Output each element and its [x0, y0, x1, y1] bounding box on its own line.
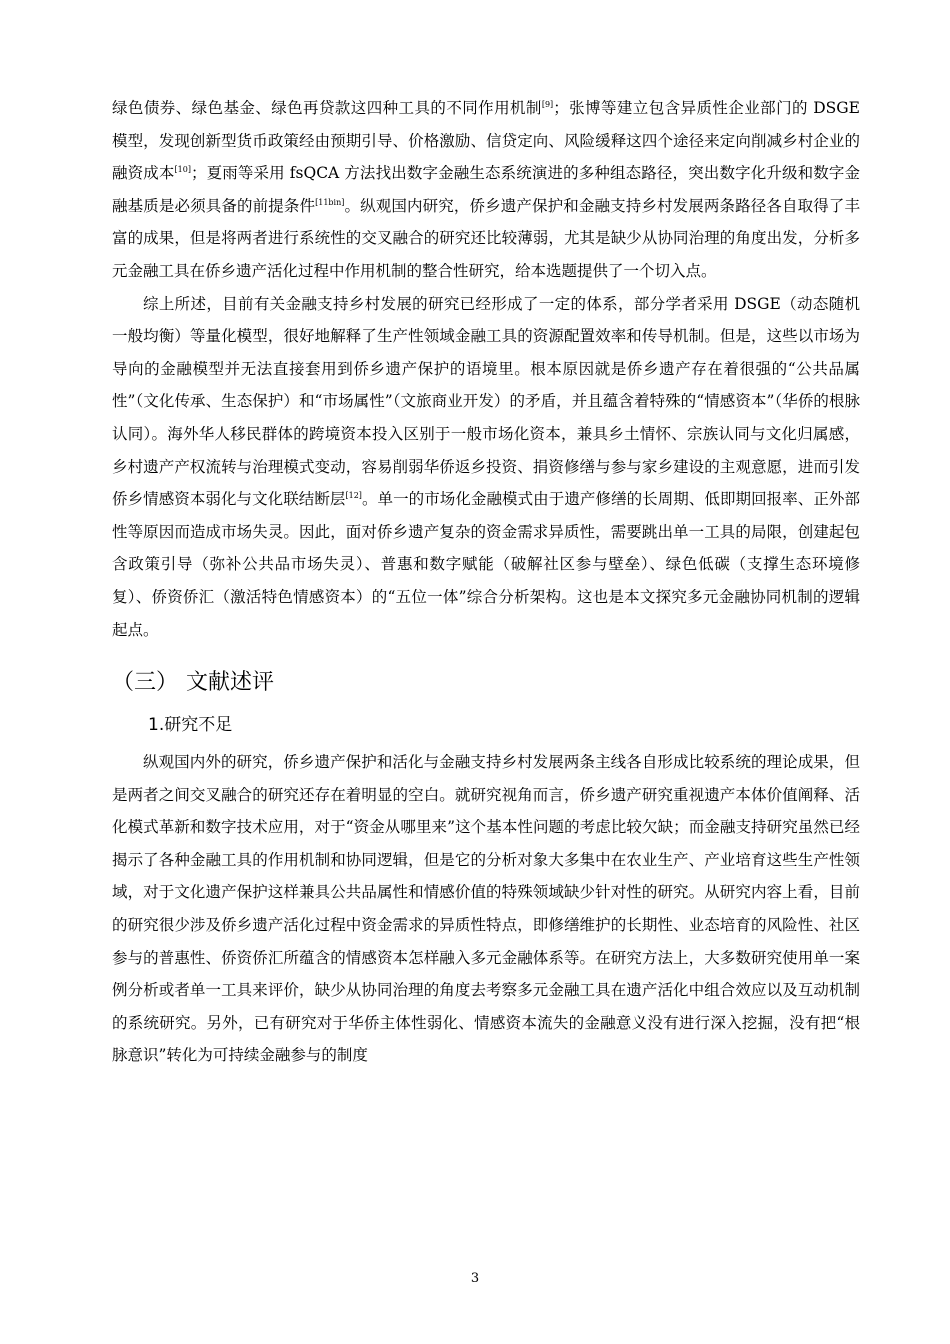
section-number: （三） [112, 670, 179, 696]
paragraph-text: 。单一的市场化金融模式由于遗产修缮的长周期、低即期回报率、正外部性等原因而造成市场失灵。因此，面对侨乡遗产复杂的资金需求异质性，需要跳出单一工具的局限，创建起包含政策引导（弥补公共品市场失灵）、普惠和数字赋能（破解社区参与壁垒）、绿色低碳（支撑生态环境修复）、侨资侨汇（激活特色情感资本）的“五位一体”综合分析架构。这也是本文探究多元金融协同机制的逻辑起点。 [112, 490, 860, 639]
section-heading [112, 666, 860, 700]
citation-marker: [10] [174, 165, 191, 175]
citation-marker: [11bin] [315, 197, 345, 207]
paragraph-text: 绿色债券、绿色基金、绿色再贷款这四种工具的不同作用机制 [112, 99, 542, 117]
citation-marker: [12] [345, 490, 362, 500]
paragraph-text: ；夏雨等采用 fsQCA 方法找出数字金融生态系统演进的多种组态路径，突出数字化升级和数字金融基质是必须具备的前提条件 [112, 164, 860, 215]
paragraph-text: 综上所述，目前有关金融支持乡村发展的研究已经形成了一定的体系，部分学者采用 DSGE（动态随机一般均衡）等量化模型，很好地解释了生产性领域金融工具的资源配置效率和传导机制。但是，这些以市场为导向的金融模型并无法直接套用到侨乡遗产保护的语境里。根本原因就是侨乡遗产存在着很强的“公共品属性”（文化传承、生态保护）和“市场属性”（文旅商业开发）的矛盾，并且蕴含着特殊的“情感资本”（华侨的根脉认同）。海外华人移民群体的跨境资本投入区别于一般市场化资本，兼具乡土情怀、宗族认同与文化归属感，乡村遗产产权流转与治理模式变动，容易削弱华侨返乡投资、捐资修缮与参与家乡建设的主观意愿，进而引发侨乡情感资本弱化与文化联结断层 [112, 294, 860, 509]
page-number: 3 [470, 1271, 480, 1286]
subsection-heading: 1.研究不足 [148, 715, 233, 736]
paragraph [112, 288, 860, 647]
paragraph-text: 纵观国内外的研究，侨乡遗产保护和活化与金融支持乡村发展两条主线各自形成比较系统的理论成果，但是两者之间交叉融合的研究还存在着明显的空白。就研究视角而言，侨乡遗产研究重视遗产本体价值阐释、活化模式革新和数字技术应用，对于“资金从哪里来”这个基本性问题的考虑比较欠缺；而金融支持研究虽然已经揭示了各种金融工具的作用机制和协同逻辑，但是它的分析对象大多集中在农业生产、产业培育这些生产性领域，对于文化遗产保护这样兼具公共品属性和情感价值的特殊领域缺少针对性的研究。从研究内容上看，目前的研究很少涉及侨乡遗产活化过程中资金需求的异质性特点，即修缮维护的长期性、业态培育的风险性、社区参与的普惠性、侨资侨汇所蕴含的情感资本怎样融入多元金融体系等。在研究方法上，大多数研究使用单一案例分析或者单一工具来评价，缺少从协同治理的角度去考察多元金融工具在遗产活化中组合效应以及互动机制的系统研究。另外，已有研究对于华侨主体性弱化、情感资本流失的金融意义没有进行深入挖掘，没有把“根脉意识”转化为可持续金融参与的制度 [112, 753, 860, 1065]
body-text-bottom [112, 746, 860, 1072]
page-body [112, 92, 860, 1072]
paragraph-text: ；张博等建立包含异质性企业部门的 DSGE 模型，发现创新型货币政策经由预期引导、价格激励、信贷定向、风险缓释这四个途径来定向削减乡村企业的融资成本 [112, 99, 860, 183]
paragraph [112, 92, 860, 288]
citation-marker: [9] [541, 99, 554, 109]
body-text-top [112, 92, 860, 646]
paragraph-text: 。纵观国内研究，侨乡遗产保护和金融支持乡村发展两条路径各自取得了丰富的成果，但是将两者进行系统性的交叉融合的研究还比较薄弱，尤其是缺少从协同治理的角度出发，分析多元金融工具在侨乡遗产活化过程中作用机制的整合性研究，给本选题提供了一个切入点。 [112, 196, 860, 280]
section-title: 文献述评 [186, 670, 275, 696]
paragraph [112, 746, 860, 1072]
